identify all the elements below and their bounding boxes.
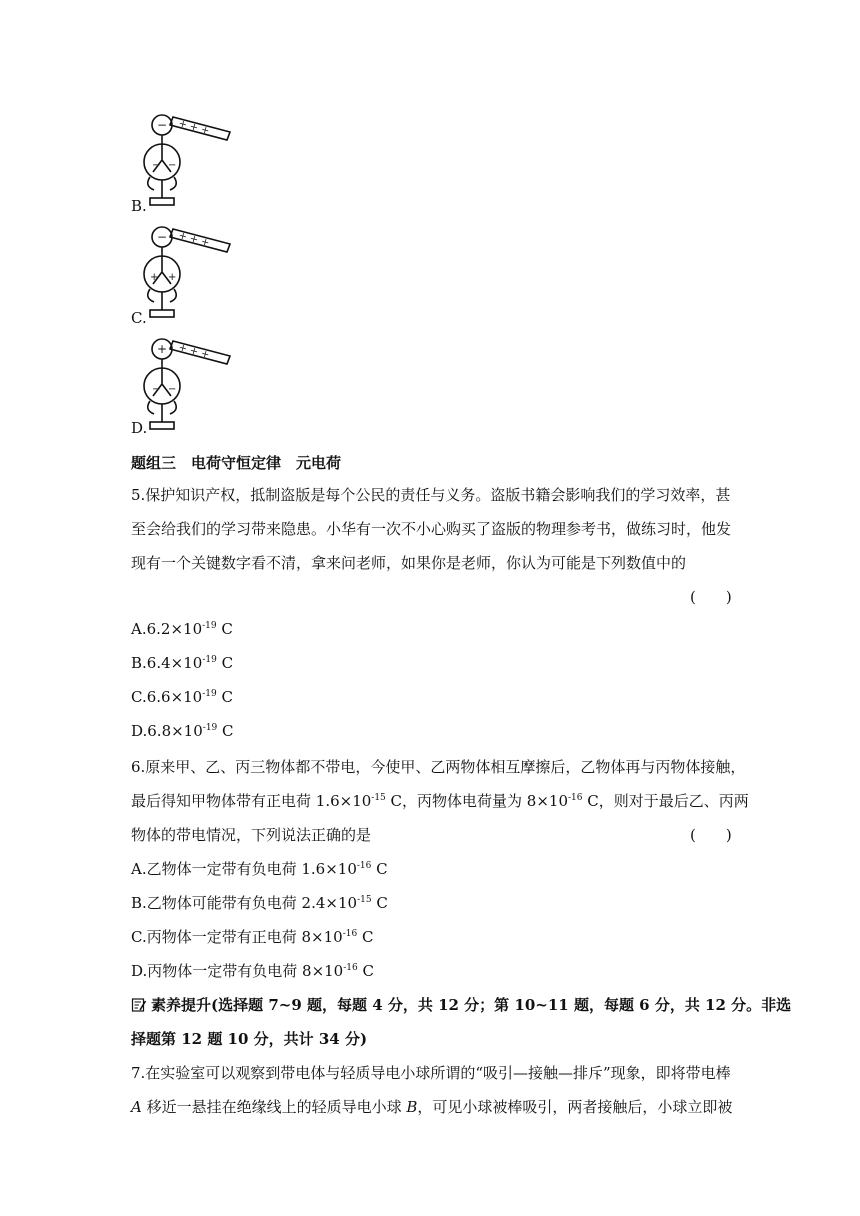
figure-label-d: D. bbox=[131, 419, 148, 437]
ball-sign-d: + bbox=[156, 342, 168, 356]
ball-sign-c: − bbox=[156, 230, 168, 244]
electroscope-c-drawing bbox=[140, 222, 240, 322]
q6-answer-paren: ( ) bbox=[690, 826, 732, 844]
q6-option-b: B.乙物体可能带有负电荷 $2.4\times 10^{-15}$ C bbox=[131, 894, 388, 912]
rod-charges-d: + + + bbox=[177, 342, 211, 362]
q5-line-1: 5.保护知识产权，抵制盗版是每个公民的责任与义务。盗版书籍会影响我们的学习效率，甚 bbox=[131, 486, 731, 504]
leaf-sign-left-d: − bbox=[152, 384, 161, 395]
q5-line-2: 至会给我们的学习带来隐患。小华有一次不小心购买了盗版的物理参考书，做练习时，他发 bbox=[131, 520, 732, 538]
q5-option-d: $D.6.8\times 10^{-19}$ C bbox=[131, 722, 234, 740]
electroscope-figure-d bbox=[140, 334, 240, 430]
q5-option-c: $C.6.6\times 10^{-19}$ C bbox=[131, 688, 233, 706]
q6-line-3: 物体的带电情况，下列说法正确的是 bbox=[131, 826, 372, 844]
leaf-sign-left-b: − bbox=[152, 160, 161, 171]
q7-line-2: A 移近一悬挂在绝缘线上的轻质导电小球 B，可见小球被棒吸引，两者接触后，小球立即被 bbox=[131, 1098, 733, 1116]
q7-line-1: 7.在实验室可以观察到带电体与轻质导电小球所谓的“吸引—接触—排斥”现象，即将带电棒 bbox=[131, 1064, 731, 1082]
q5-option-a: $A.6.2\times 10^{-19}$ C bbox=[131, 620, 233, 638]
electroscope-figure-c bbox=[140, 222, 240, 318]
leaf-sign-right-c: + bbox=[168, 272, 177, 283]
q6-line-2: 最后得知甲物体带有正电荷 $1.6\times 10^{-15}$ C，丙物体电荷量为 $8\times 10^{-16}$ C，则对于最后乙、丙两 bbox=[131, 792, 749, 810]
q6-option-c: C.丙物体一定带有正电荷 $8\times 10^{-16}$ C bbox=[131, 928, 374, 946]
rod-charges-b: + + + bbox=[177, 118, 211, 138]
leaf-sign-left-c: + bbox=[150, 272, 159, 283]
section2-text-1: 素养提升(选择题 7~9 题，每题 4 分，共 12 分；第 10~11 题，每题 6 分，共 12 分。非选 bbox=[151, 996, 792, 1014]
section2-line-1 bbox=[131, 994, 791, 1015]
q6-line-1: 6.原来甲、乙、丙三物体都不带电，今使甲、乙两物体相互摩擦后，乙物体再与丙物体接触， bbox=[131, 758, 746, 776]
q5-line-3: 现有一个关键数字看不清，拿来问老师，如果你是老师，你认为可能是下列数值中的 bbox=[131, 554, 687, 572]
ball-sign-b: − bbox=[156, 118, 168, 132]
pencil-notebook-icon bbox=[131, 997, 147, 1013]
q6-option-d: D.丙物体一定带有负电荷 $8\times 10^{-16}$ C bbox=[131, 962, 374, 980]
q5-answer-paren: ( ) bbox=[690, 588, 732, 606]
electroscope-b-drawing bbox=[140, 110, 240, 210]
q6-option-a: A.乙物体一定带有负电荷 $1.6\times 10^{-16}$ C bbox=[131, 860, 388, 878]
section-heading: 题组三 电荷守恒定律 元电荷 bbox=[131, 454, 342, 472]
figure-label-b: B. bbox=[131, 197, 147, 215]
leaf-sign-right-b: − bbox=[168, 160, 177, 171]
q5-option-b: $B.6.4\times 10^{-19}$ C bbox=[131, 654, 234, 672]
leaf-sign-right-d: − bbox=[168, 384, 177, 395]
rod-charges-c: + + + bbox=[177, 230, 211, 250]
figure-label-c: C. bbox=[131, 309, 147, 327]
section2-line-2: 择题第 12 题 10 分，共计 34 分) bbox=[131, 1030, 368, 1048]
electroscope-d-drawing bbox=[140, 334, 240, 434]
electroscope-figure-b bbox=[140, 110, 240, 206]
